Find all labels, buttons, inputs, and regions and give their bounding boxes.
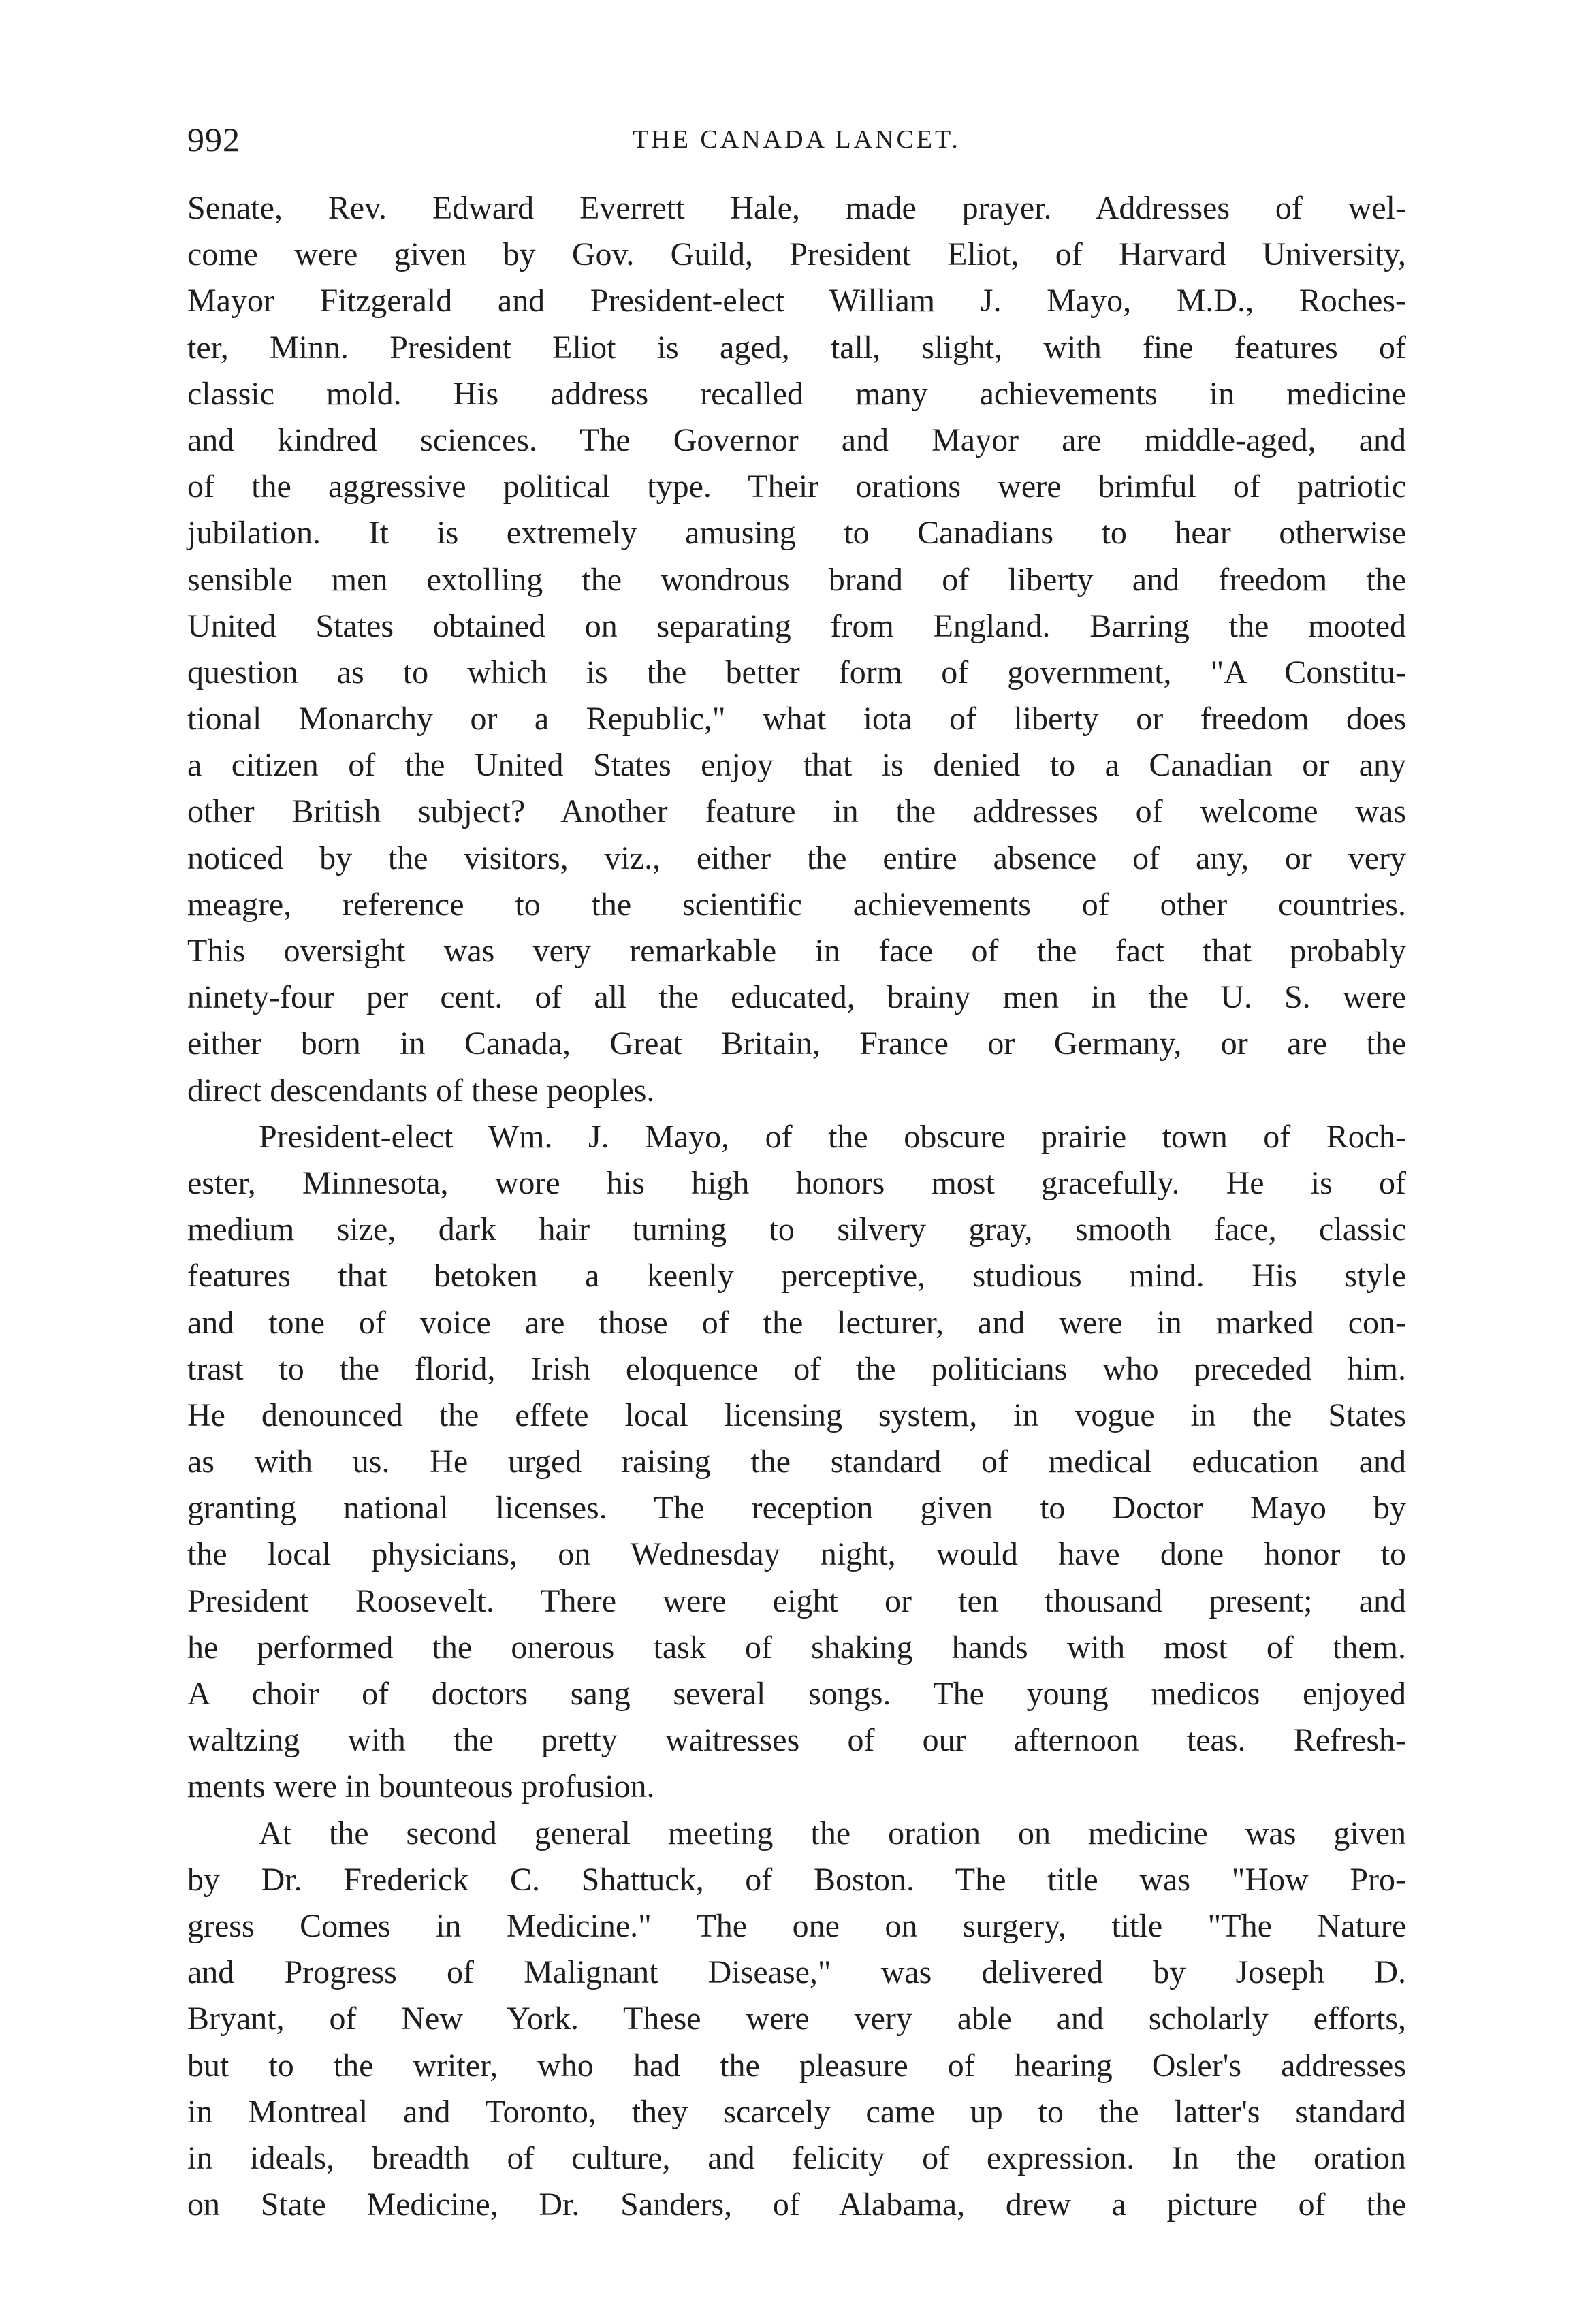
- text-line: granting national licenses. The reception given to Doctor Mayo by: [187, 1490, 1406, 1527]
- text-line: he performed the onerous task of shaking hands with most of them.: [187, 1629, 1406, 1666]
- text-line: At the second general meeting the oration on medicine was given: [259, 1815, 1406, 1851]
- text-line: meagre, reference to the scientific achievements of other countries.: [187, 886, 1406, 923]
- text-line: classic mold. His address recalled many achievements in medicine: [187, 375, 1406, 412]
- text-line: United States obtained on separating from England. Barring the mooted: [187, 607, 1406, 644]
- text-line: question as to which is the better form of government, "A Constitu-: [187, 654, 1406, 690]
- text-line: sensible men extolling the wondrous brand of liberty and freedom the: [187, 561, 1406, 598]
- text-line: by Dr. Frederick C. Shattuck, of Boston. The title was "How Pro-: [187, 1861, 1406, 1898]
- text-line: on State Medicine, Dr. Sanders, of Alabama, drew a picture of the: [187, 2186, 1406, 2223]
- text-line: come were given by Gov. Guild, President Eliot, of Harvard University,: [187, 236, 1406, 273]
- text-line: in ideals, breadth of culture, and felicity of expression. In the oration: [187, 2139, 1406, 2176]
- text-line: noticed by the visitors, viz., either the entire absence of any, or very: [187, 840, 1406, 876]
- page-number: 992: [187, 121, 240, 159]
- text-line: President-elect Wm. J. Mayo, of the obscure prairie town of Roch-: [259, 1118, 1406, 1155]
- text-line: waltzing with the pretty waitresses of our afternoon teas. Refresh-: [187, 1722, 1406, 1759]
- text-line: and Progress of Malignant Disease," was delivered by Joseph D.: [187, 1954, 1406, 1991]
- text-line: ester, Minnesota, wore his high honors most gracefully. He is of: [187, 1164, 1406, 1201]
- text-line: Senate, Rev. Edward Everrett Hale, made prayer. Addresses of wel-: [187, 190, 1406, 226]
- text-line: A choir of doctors sang several songs. The young medicos enjoyed: [187, 1676, 1406, 1712]
- text-line: trast to the florid, Irish eloquence of the politicians who preceded him.: [187, 1350, 1406, 1387]
- body-text: [187, 185, 1406, 2228]
- text-line: a citizen of the United States enjoy that is denied to a Canadian or any: [187, 747, 1406, 784]
- text-line: President Roosevelt. There were eight or ten thousand present; and: [187, 1582, 1406, 1619]
- text-line: He denounced the effete local licensing system, in vogue in the States: [187, 1397, 1406, 1433]
- text-line: the local physicians, on Wednesday night, would have done honor to: [187, 1536, 1406, 1573]
- text-line: ter, Minn. President Eliot is aged, tall, slight, with fine features of: [187, 329, 1406, 366]
- text-line: in Montreal and Toronto, they scarcely came up to the latter's standard: [187, 2093, 1406, 2130]
- text-line: Bryant, of New York. These were very able and scholarly efforts,: [187, 2001, 1406, 2037]
- journal-title: THE CANADA LANCET.: [633, 125, 961, 154]
- text-line: features that betoken a keenly perceptive, studious mind. His style: [187, 1258, 1406, 1294]
- text-line: either born in Canada, Great Britain, France or Germany, or are the: [187, 1025, 1406, 1062]
- text-line: but to the writer, who had the pleasure of hearing Osler's addresses: [187, 2047, 1406, 2084]
- text-line: This oversight was very remarkable in face of the fact that probably: [187, 933, 1406, 969]
- text-line: ments were in bounteous profusion.: [187, 1768, 655, 1805]
- text-line: and tone of voice are those of the lecturer, and were in marked con-: [187, 1304, 1406, 1341]
- running-head: [187, 116, 1406, 170]
- text-line: other British subject? Another feature in the addresses of welcome was: [187, 793, 1406, 830]
- text-line: of the aggressive political type. Their orations were brimful of patriotic: [187, 468, 1406, 505]
- text-line: and kindred sciences. The Governor and Mayor are middle-aged, and: [187, 421, 1406, 458]
- text-line: jubilation. It is extremely amusing to Canadians to hear otherwise: [187, 515, 1406, 552]
- text-line: medium size, dark hair turning to silvery gray, smooth face, classic: [187, 1211, 1406, 1248]
- text-line: gress Comes in Medicine." The one on surgery, title "The Nature: [187, 1907, 1406, 1944]
- text-line: direct descendants of these peoples.: [187, 1072, 655, 1109]
- text-line: tional Monarchy or a Republic," what iota of liberty or freedom does: [187, 701, 1406, 737]
- text-line: Mayor Fitzgerald and President-elect William J. Mayo, M.D., Roches-: [187, 283, 1406, 319]
- text-line: ninety-four per cent. of all the educated, brainy men in the U. S. were: [187, 979, 1406, 1016]
- text-line: as with us. He urged raising the standard of medical education and: [187, 1444, 1406, 1480]
